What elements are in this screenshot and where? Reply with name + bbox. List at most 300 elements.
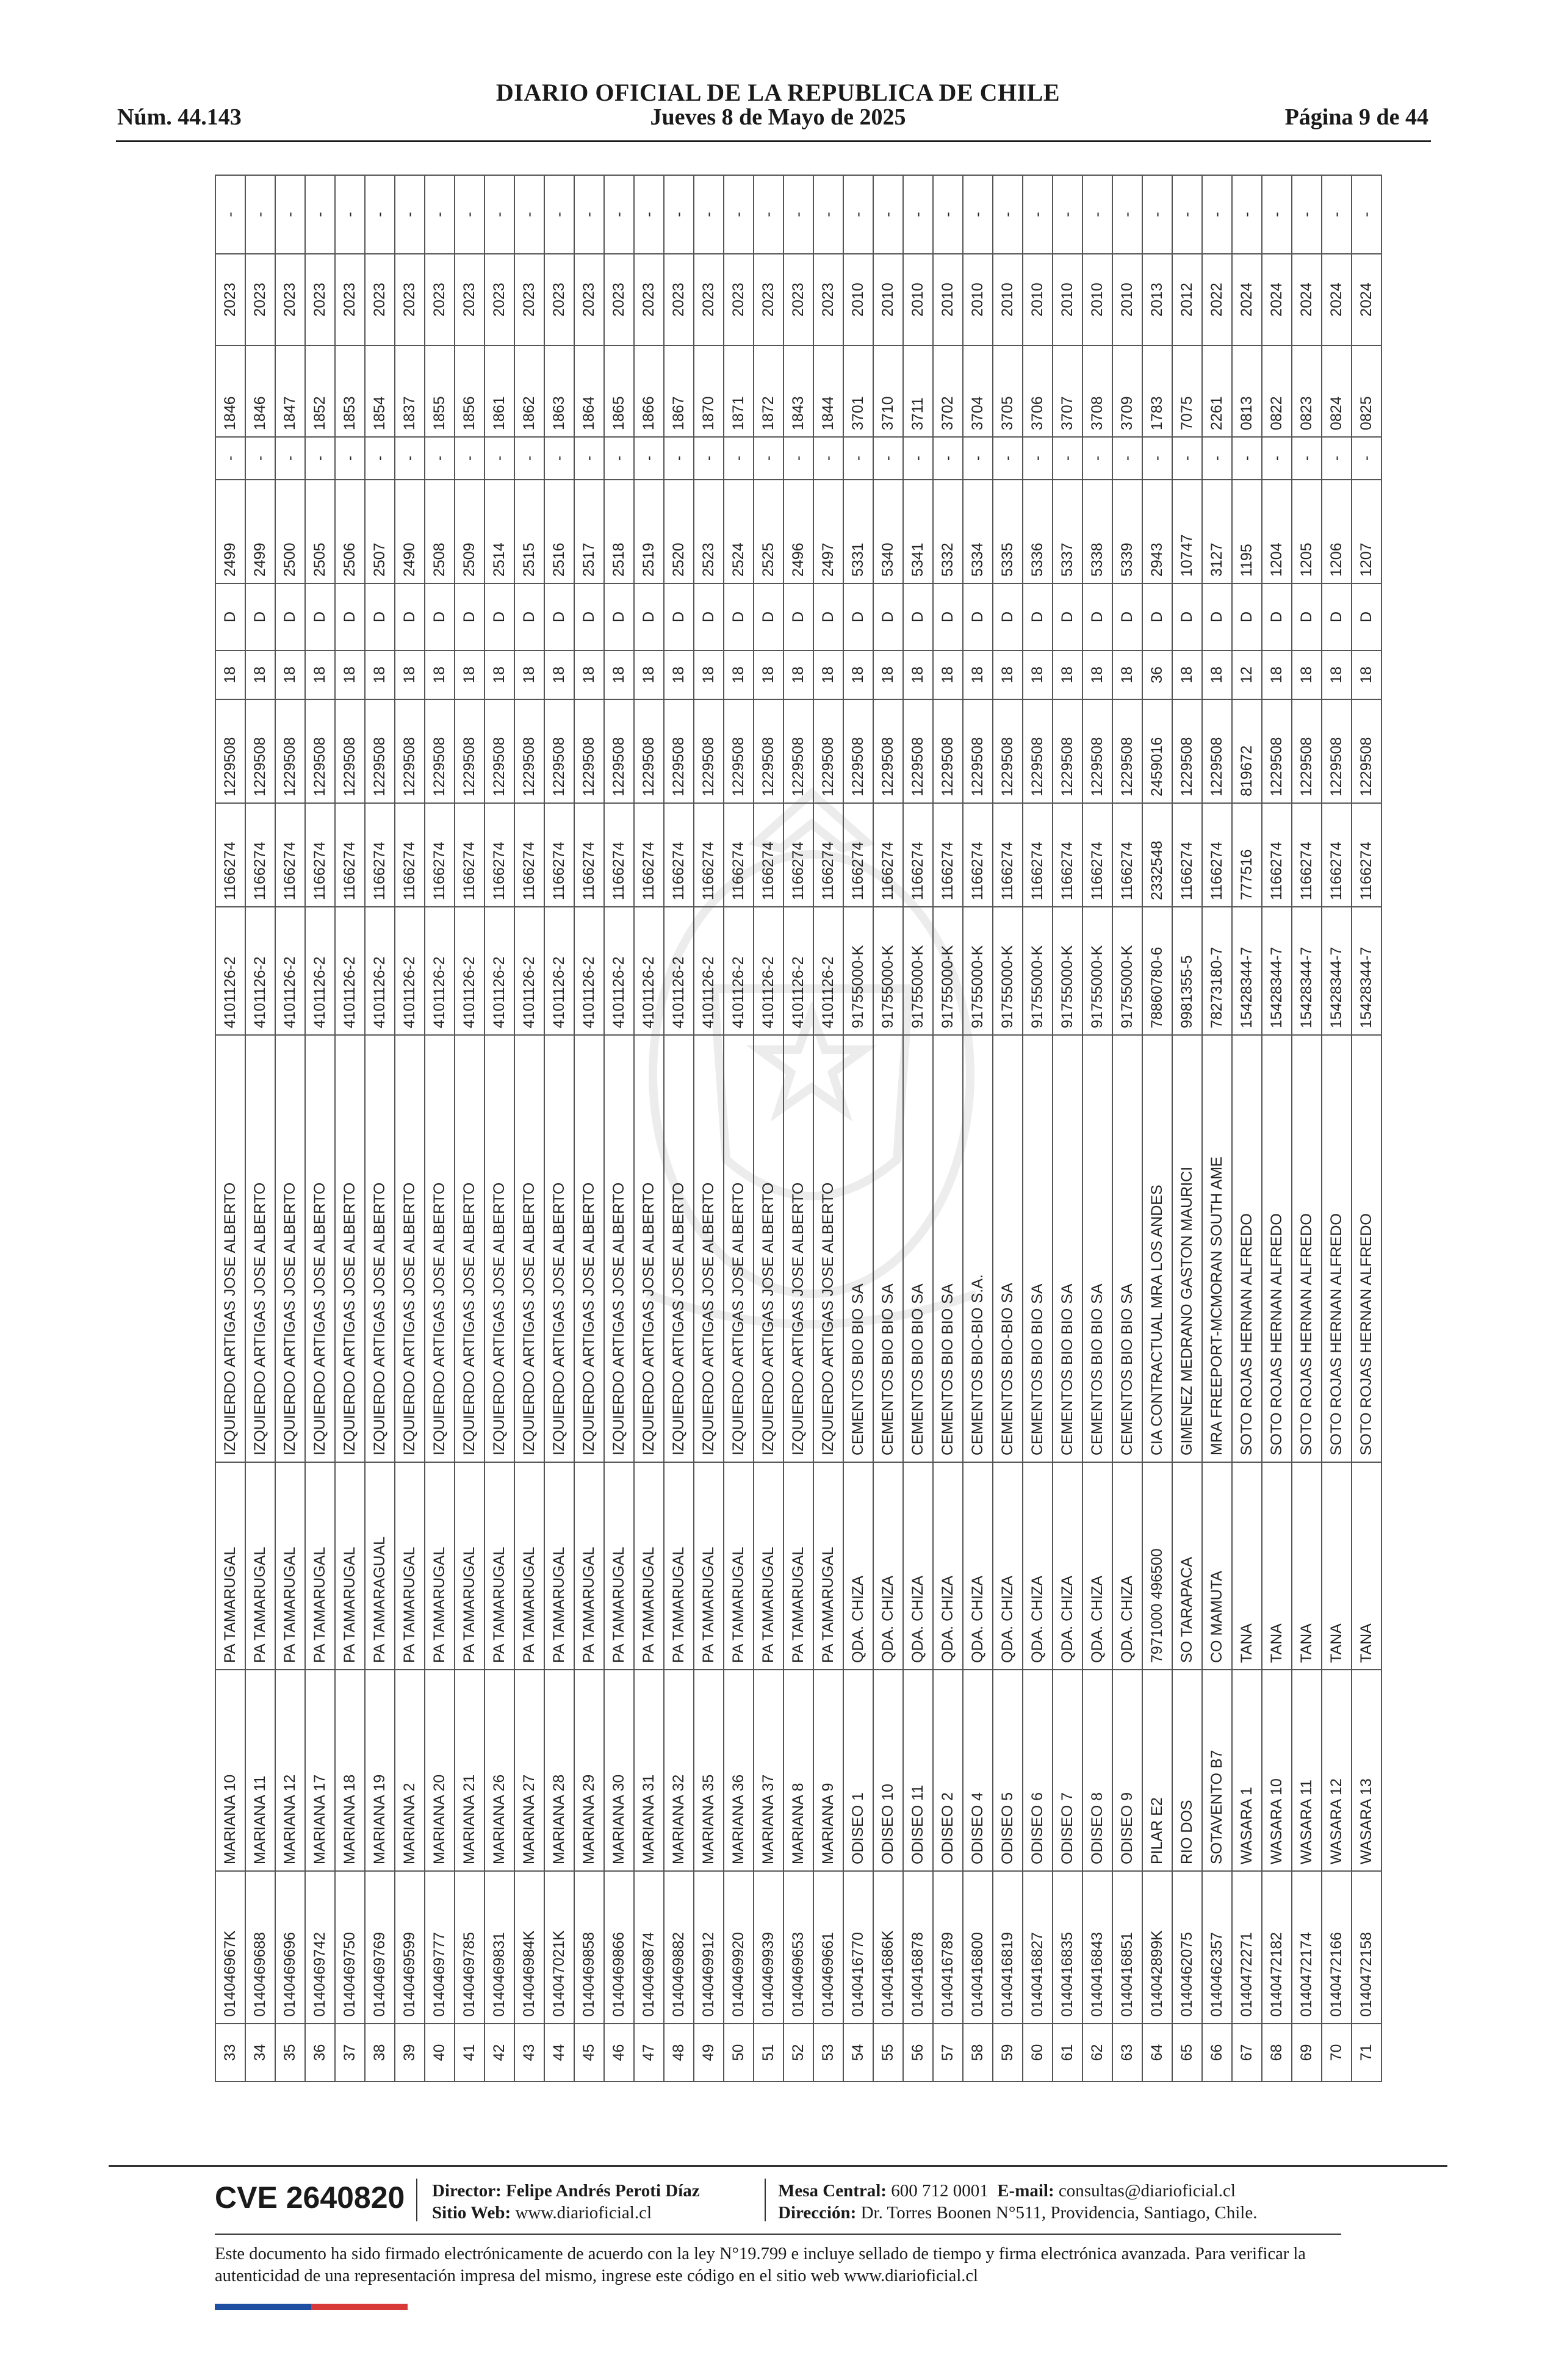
amount-cell: 1229508 [1172,699,1202,803]
rut-cell: 4101126-2 [604,907,634,1035]
year-cell: 2023 [783,254,813,345]
fojas-cell: 0813 [1232,345,1262,437]
dash-cell: - [305,175,335,254]
table-row [754,175,783,2082]
hectares-cell: 18 [1112,651,1142,699]
table-row [1112,175,1142,2082]
fojas-cell: 3702 [933,345,963,437]
registry-number-cell: 5340 [873,480,903,583]
rut-cell: 4101126-2 [664,907,694,1035]
hectares-cell: 18 [365,651,395,699]
registry-number-cell: 2514 [484,480,514,583]
type-cell: D [873,583,903,651]
rol-cell: 0140472174 [1292,1871,1322,2024]
row-number-cell: 37 [335,2024,365,2082]
year-cell: 2024 [1232,254,1262,345]
fojas-cell: 3710 [873,345,903,437]
legal-notice: Este documento ha sido firmado electrónicamente de acuerdo con la ley N°19.799 e incluye sellado de tiempo y firma electrónica avanzada. Para verificar la autenticidad de una representación impresa del mismo, ingrese este código en el sitio web www.diarioficial.cl [215,2245,1306,2285]
table-row [604,175,634,2082]
website-link[interactable]: www.diarioficial.cl [515,2203,652,2223]
registry-number-cell: 2519 [634,480,664,583]
table-row [1232,175,1262,2082]
rol-cell: 0140472158 [1352,1871,1381,2024]
registry-number-cell: 10747 [1172,480,1202,583]
table-row [1202,175,1232,2082]
rol-cell: 0140469653 [783,1871,813,2024]
dash-cell: - [1053,175,1082,254]
concession-name-cell: WASARA 10 [1262,1670,1292,1871]
fojas-cell: 3709 [1112,345,1142,437]
location-cell: TANA [1262,1462,1292,1670]
registry-number-cell: 3127 [1202,480,1232,583]
dash-cell: - [813,175,843,254]
concession-name-cell: MARIANA 30 [604,1670,634,1871]
year-cell: 2023 [544,254,574,345]
hectares-cell: 18 [425,651,455,699]
row-number-cell: 59 [993,2024,1023,2082]
location-cell: PA TAMARUGAL [724,1462,754,1670]
owner-cell: CEMENTOS BIO BIO SA [873,1035,903,1462]
fojas-cell: 3707 [1053,345,1082,437]
dash-cell: - [484,175,514,254]
location-cell: QDA. CHIZA [933,1462,963,1670]
rol-cell: 0140472182 [1262,1871,1292,2024]
rol-cell: 0140416878 [903,1871,933,2024]
dash-cell: - [245,437,275,480]
registry-number-cell: 2517 [574,480,604,583]
type-cell: D [813,583,843,651]
issue-number: Núm. 44.143 [117,104,242,130]
rut-cell: 4101126-2 [335,907,365,1035]
owner-cell: GIMENEZ MEDRANO GASTON MAURICI [1172,1035,1202,1462]
address-value: Dr. Torres Boonen N°511, Providencia, Santiago, Chile. [860,2203,1258,2223]
year-cell: 2013 [1142,254,1172,345]
owner-cell: IZQUIERDO ARTIGAS JOSE ALBERTO [215,1035,245,1462]
year-cell: 2023 [664,254,694,345]
owner-cell: IZQUIERDO ARTIGAS JOSE ALBERTO [335,1035,365,1462]
hectares-cell: 18 [395,651,425,699]
rol-cell: 0140469696 [275,1871,305,2024]
rut-cell: 4101126-2 [484,907,514,1035]
concession-name-cell: MARIANA 27 [514,1670,544,1871]
location-cell: PA TAMARUGAL [813,1462,843,1670]
dash-cell: - [215,175,245,254]
hectares-cell: 18 [1262,651,1292,699]
location-cell: PA TAMARUGAL [395,1462,425,1670]
owner-cell: IZQUIERDO ARTIGAS JOSE ALBERTO [754,1035,783,1462]
fojas-cell: 2261 [1202,345,1232,437]
dash-cell: - [1023,437,1053,480]
type-cell: D [455,583,484,651]
concession-name-cell: PILAR E2 [1142,1670,1172,1871]
rol-cell: 0140469882 [664,1871,694,2024]
dash-cell: - [993,175,1023,254]
registry-number-cell: 2496 [783,480,813,583]
owner-cell: CEMENTOS BIO BIO SA [903,1035,933,1462]
year-cell: 2010 [933,254,963,345]
amount-cell: 1229508 [305,699,335,803]
dash-cell: - [993,437,1023,480]
table-row [1082,175,1112,2082]
type-cell: D [275,583,305,651]
type-cell: D [484,583,514,651]
type-cell: D [664,583,694,651]
registry-number-cell: 2500 [275,480,305,583]
hectares-cell: 18 [1023,651,1053,699]
row-number-cell: 33 [215,2024,245,2082]
location-cell: PA TAMARUGAL [694,1462,724,1670]
dash-cell: - [873,437,903,480]
fojas-cell: 3706 [1023,345,1053,437]
hectares-cell: 18 [455,651,484,699]
location-cell: QDA. CHIZA [1082,1462,1112,1670]
location-cell: PA TAMARUGAL [754,1462,783,1670]
concession-name-cell: ODISEO 4 [963,1670,993,1871]
registry-table-frame [215,176,1375,2082]
dash-cell: - [963,437,993,480]
amount-cell: 1229508 [514,699,544,803]
concession-name-cell: MARIANA 28 [544,1670,574,1871]
rol-cell: 0140416770 [843,1871,873,2024]
row-number-cell: 49 [694,2024,724,2082]
rut-cell: 91755000-K [1023,907,1053,1035]
registry-number-cell: 2508 [425,480,455,583]
year-cell: 2023 [574,254,604,345]
rut-cell: 91755000-K [843,907,873,1035]
director-name: Felipe Andrés Peroti Díaz [506,2181,700,2201]
row-number-cell: 56 [903,2024,933,2082]
footer-separator [765,2179,766,2221]
rol-cell: 0140462075 [1172,1871,1202,2024]
owner-cell: IZQUIERDO ARTIGAS JOSE ALBERTO [275,1035,305,1462]
hectares-cell: 18 [305,651,335,699]
registry-number-cell: 2523 [694,480,724,583]
year-cell: 2010 [903,254,933,345]
location-cell: PA TAMARUGAL [484,1462,514,1670]
rut-cell: 4101126-2 [365,907,395,1035]
fojas-cell: 1837 [395,345,425,437]
amount-cell: 1229508 [215,699,245,803]
rol-cell: 0140469939 [754,1871,783,2024]
owner-cell: IZQUIERDO ARTIGAS JOSE ALBERTO [664,1035,694,1462]
amount-cell: 1166274 [813,803,843,907]
amount-cell: 2459016 [1142,699,1172,803]
row-number-cell: 48 [664,2024,694,2082]
location-cell: PA TAMARUGAL [604,1462,634,1670]
rol-cell: 014046967K [215,1871,245,2024]
fojas-cell: 1863 [544,345,574,437]
dash-cell: - [544,175,574,254]
dash-cell: - [335,175,365,254]
type-cell: D [1232,583,1262,651]
year-cell: 2024 [1292,254,1322,345]
location-cell: QDA. CHIZA [1023,1462,1053,1670]
rut-cell: 91755000-K [1082,907,1112,1035]
dash-cell: - [1142,437,1172,480]
dash-cell: - [783,437,813,480]
amount-cell: 1229508 [1082,699,1112,803]
amount-cell: 819672 [1232,699,1262,803]
rol-cell: 0140469920 [724,1871,754,2024]
hectares-cell: 18 [245,651,275,699]
type-cell: D [1202,583,1232,651]
dash-cell: - [843,437,873,480]
email-link[interactable]: consultas@diarioficial.cl [1058,2181,1236,2201]
concession-name-cell: WASARA 12 [1322,1670,1352,1871]
registry-number-cell: 2509 [455,480,484,583]
dash-cell: - [963,175,993,254]
hectares-cell: 18 [903,651,933,699]
registry-number-cell: 5335 [993,480,1023,583]
fojas-cell: 7075 [1172,345,1202,437]
registry-number-cell: 2525 [754,480,783,583]
owner-cell: IZQUIERDO ARTIGAS JOSE ALBERTO [544,1035,574,1462]
publication-date: Jueves 8 de Mayo de 2025 [650,104,906,130]
flag-stripe-blue [215,2304,311,2310]
concession-name-cell: ODISEO 10 [873,1670,903,1871]
year-cell: 2022 [1202,254,1232,345]
dash-cell: - [903,175,933,254]
rol-cell: 0140469769 [365,1871,395,2024]
table-row [1292,175,1322,2082]
fojas-cell: 1867 [664,345,694,437]
year-cell: 2023 [604,254,634,345]
owner-cell: IZQUIERDO ARTIGAS JOSE ALBERTO [484,1035,514,1462]
type-cell: D [1292,583,1322,651]
owner-cell: IZQUIERDO ARTIGAS JOSE ALBERTO [455,1035,484,1462]
year-cell: 2010 [1082,254,1112,345]
concession-name-cell: MARIANA 21 [455,1670,484,1871]
type-cell: D [1142,583,1172,651]
amount-cell: 1166274 [783,803,813,907]
fojas-cell: 1852 [305,345,335,437]
dash-cell: - [634,175,664,254]
rut-cell: 4101126-2 [724,907,754,1035]
owner-cell: SOTO ROJAS HERNAN ALFREDO [1232,1035,1262,1462]
amount-cell: 1166274 [664,803,694,907]
type-cell: D [843,583,873,651]
publication-title: DIARIO OFICIAL DE LA REPUBLICA DE CHILE [495,79,1061,106]
hectares-cell: 18 [963,651,993,699]
amount-cell: 1166274 [245,803,275,907]
hectares-cell: 18 [873,651,903,699]
registry-number-cell: 2507 [365,480,395,583]
type-cell: D [425,583,455,651]
location-cell: PA TAMARUGAL [664,1462,694,1670]
row-number-cell: 36 [305,2024,335,2082]
registry-table-body [215,175,1381,2082]
fojas-cell: 1862 [514,345,544,437]
type-cell: D [1053,583,1082,651]
table-row [275,175,305,2082]
concession-name-cell: RIO DOS [1172,1670,1202,1871]
table-row [903,175,933,2082]
director-label: Director: [432,2181,502,2201]
dash-cell: - [754,437,783,480]
type-cell: D [1322,583,1352,651]
location-cell: QDA. CHIZA [873,1462,903,1670]
amount-cell: 1166274 [305,803,335,907]
type-cell: D [724,583,754,651]
hectares-cell: 18 [754,651,783,699]
dash-cell: - [1112,437,1142,480]
dash-cell: - [455,175,484,254]
type-cell: D [694,583,724,651]
fojas-cell: 3704 [963,345,993,437]
rut-cell: 4101126-2 [215,907,245,1035]
dash-cell: - [724,437,754,480]
row-number-cell: 42 [484,2024,514,2082]
type-cell: D [544,583,574,651]
amount-cell: 1166274 [1262,803,1292,907]
dash-cell: - [903,437,933,480]
row-number-cell: 57 [933,2024,963,2082]
year-cell: 2012 [1172,254,1202,345]
registry-number-cell: 5336 [1023,480,1053,583]
type-cell: D [215,583,245,651]
amount-cell: 1166274 [215,803,245,907]
dash-cell: - [1352,175,1381,254]
fojas-cell: 3711 [903,345,933,437]
type-cell: D [305,583,335,651]
year-cell: 2023 [245,254,275,345]
dash-cell: - [1232,175,1262,254]
row-number-cell: 64 [1142,2024,1172,2082]
rut-cell: 78860780-6 [1142,907,1172,1035]
rut-cell: 78273180-7 [1202,907,1232,1035]
year-cell: 2023 [455,254,484,345]
amount-cell: 1229508 [1023,699,1053,803]
row-number-cell: 51 [754,2024,783,2082]
amount-cell: 1229508 [993,699,1023,803]
hectares-cell: 18 [544,651,574,699]
type-cell: D [1112,583,1142,651]
amount-cell: 1229508 [813,699,843,803]
hectares-cell: 18 [215,651,245,699]
dash-cell: - [1232,437,1262,480]
dash-cell: - [1142,175,1172,254]
dash-cell: - [1082,437,1112,480]
location-cell: QDA. CHIZA [993,1462,1023,1670]
table-row [933,175,963,2082]
owner-cell: SOTO ROJAS HERNAN ALFREDO [1322,1035,1352,1462]
type-cell: D [1172,583,1202,651]
footer-divider-mid [215,2234,1341,2235]
dash-cell: - [1292,437,1322,480]
amount-cell: 1166274 [993,803,1023,907]
amount-cell: 1166274 [395,803,425,907]
amount-cell: 1229508 [754,699,783,803]
concession-name-cell: ODISEO 8 [1082,1670,1112,1871]
rol-cell: 0140416800 [963,1871,993,2024]
amount-cell: 1229508 [425,699,455,803]
location-cell: PA TAMARUGAL [514,1462,544,1670]
concession-name-cell: ODISEO 9 [1112,1670,1142,1871]
concession-name-cell: MARIANA 11 [245,1670,275,1871]
year-cell: 2023 [694,254,724,345]
location-cell: PA TAMARUGAL [574,1462,604,1670]
registry-table-rotated [215,176,1375,2082]
hectares-cell: 18 [1292,651,1322,699]
fojas-cell: 1783 [1142,345,1172,437]
row-number-cell: 68 [1262,2024,1292,2082]
type-cell: D [1352,583,1381,651]
location-cell: QDA. CHIZA [843,1462,873,1670]
amount-cell: 1229508 [335,699,365,803]
concession-name-cell: ODISEO 6 [1023,1670,1053,1871]
year-cell: 2023 [215,254,245,345]
concession-name-cell: MARIANA 8 [783,1670,813,1871]
rol-cell: 0140469874 [634,1871,664,2024]
footer-separator [416,2179,417,2221]
type-cell: D [903,583,933,651]
amount-cell: 1229508 [873,699,903,803]
year-cell: 2010 [1023,254,1053,345]
dash-cell: - [1262,437,1292,480]
concession-name-cell: MARIANA 35 [694,1670,724,1871]
row-number-cell: 55 [873,2024,903,2082]
year-cell: 2023 [484,254,514,345]
owner-cell: IZQUIERDO ARTIGAS JOSE ALBERTO [425,1035,455,1462]
row-number-cell: 34 [245,2024,275,2082]
amount-cell: 1229508 [783,699,813,803]
flag-stripe-red [311,2304,408,2310]
fojas-cell: 1866 [634,345,664,437]
amount-cell: 1166274 [694,803,724,907]
table-row [395,175,425,2082]
concession-name-cell: MARIANA 17 [305,1670,335,1871]
dash-cell: - [1023,175,1053,254]
dash-cell: - [754,175,783,254]
owner-cell: CEMENTOS BIO-BIO SA [993,1035,1023,1462]
owner-cell: IZQUIERDO ARTIGAS JOSE ALBERTO [694,1035,724,1462]
owner-cell: CEMENTOS BIO BIO SA [1112,1035,1142,1462]
hectares-cell: 18 [933,651,963,699]
dash-cell: - [933,175,963,254]
type-cell: D [1262,583,1292,651]
row-number-cell: 46 [604,2024,634,2082]
dash-cell: - [544,437,574,480]
amount-cell: 1166274 [1352,803,1381,907]
rol-cell: 0140469785 [455,1871,484,2024]
amount-cell: 1229508 [664,699,694,803]
hectares-cell: 36 [1142,651,1172,699]
table-row [813,175,843,2082]
amount-cell: 1229508 [1202,699,1232,803]
dash-cell: - [1112,175,1142,254]
rut-cell: 4101126-2 [634,907,664,1035]
year-cell: 2024 [1322,254,1352,345]
type-cell: D [395,583,425,651]
fojas-cell: 1846 [215,345,245,437]
table-row [664,175,694,2082]
location-cell: QDA. CHIZA [1112,1462,1142,1670]
location-cell: PA TAMARUGAL [544,1462,574,1670]
registry-number-cell: 2497 [813,480,843,583]
dash-cell: - [514,175,544,254]
concession-name-cell: WASARA 1 [1232,1670,1262,1871]
dash-cell: - [514,437,544,480]
row-number-cell: 47 [634,2024,664,2082]
row-number-cell: 44 [544,2024,574,2082]
concession-name-cell: SOTAVENTO B7 [1202,1670,1232,1871]
concession-name-cell: WASARA 11 [1292,1670,1322,1871]
year-cell: 2010 [873,254,903,345]
registry-number-cell: 2943 [1142,480,1172,583]
dash-cell: - [425,175,455,254]
dash-cell: - [425,437,455,480]
year-cell: 2024 [1352,254,1381,345]
